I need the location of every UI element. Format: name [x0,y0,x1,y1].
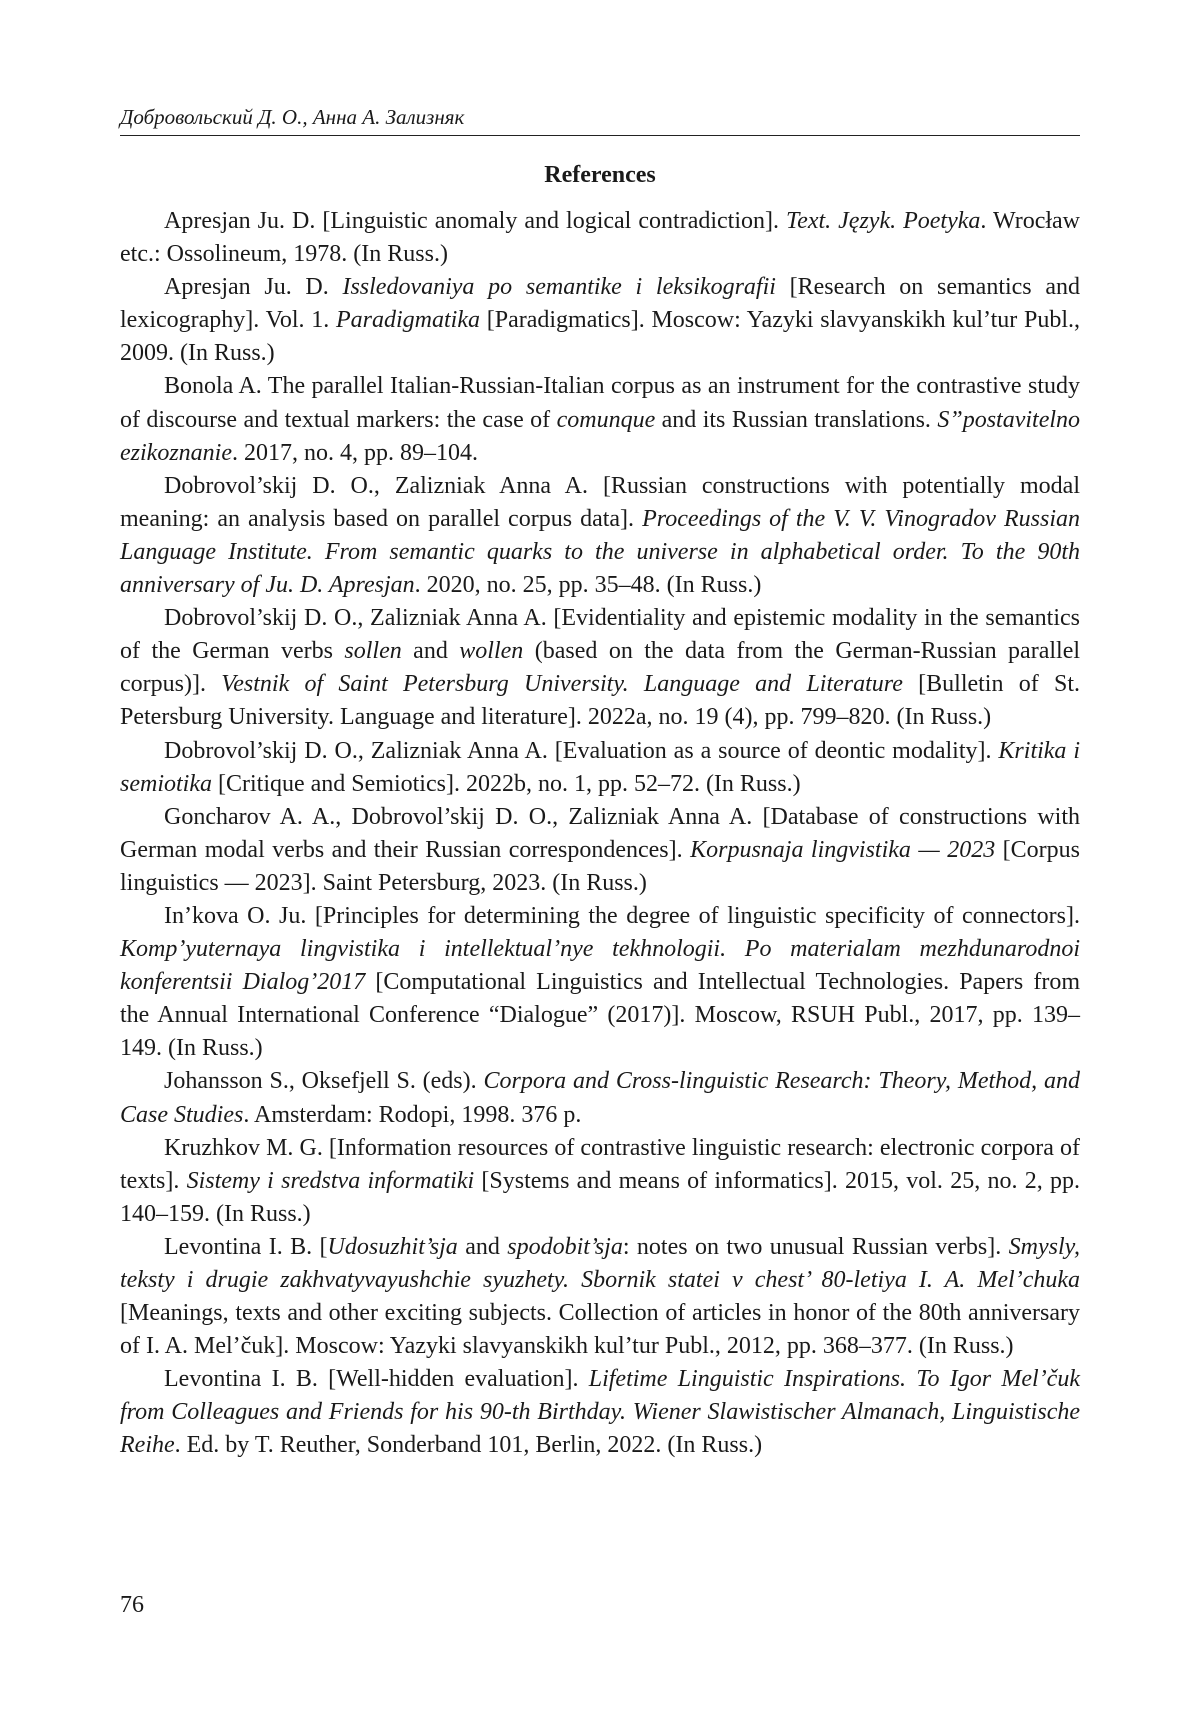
page-number: 76 [120,1592,144,1618]
reference-text: Apresjan Ju. D. [Linguistic anomaly and logical contradiction]. [164,208,787,234]
reference-item [120,1363,1080,1462]
reference-title-italic: Udosuzhit’sja [327,1233,458,1260]
reference-title-italic: wollen [459,638,524,665]
reference-text: Dobrovol’skij D. O., Zalizniak Anna A. [Evaluation as a source of deontic modality]. [164,737,999,764]
reference-text: (based on the data from the German-Russian parallel corpus)]. [120,638,1081,698]
reference-title-italic: spodobit’sja [507,1233,623,1260]
reference-text: Goncharov A. A., Dobrovol’skij D. O., Zalizniak Anna A. [Database of constructions with German modal verbs and their Russian correspondences]. [120,803,1080,863]
reference-title-italic: sollen [344,638,402,665]
reference-text: and [401,638,460,665]
reference-title-italic: Lifetime Linguistic Inspirations. To Igor Mel’čuk from Colleagues and Friends for his 90-th Birthday. Wiener Slawistischer Almanach, Linguistische Reihe [120,1366,1080,1459]
reference-text: [Systems and means of informatics]. 2015, vol. 25, no. 2, pp. 140–159. (In Russ.) [120,1167,1080,1227]
reference-text: In’kova O. Ju. [Principles for determining the degree of linguistic specificity of connectors]. [164,902,1080,929]
reference-text: . Amsterdam: Rodopi, 1998. 376 p. [243,1101,582,1128]
reference-text: [Computational Linguistics and Intellectual Technologies. Papers from the Annual International Conference “Dialogue” (2017)]. Moscow, RSUH Publ., 2017, pp. 139–149. (In Russ.) [120,969,1080,1062]
header-rule [120,135,1080,136]
reference-item [120,370,1080,469]
reference-item [120,1132,1080,1231]
reference-text: and its Russian translations. [655,406,938,433]
reference-title-italic: Corpora and Cross-linguistic Research: Theory, Method, and Case Studies [120,1068,1080,1128]
reference-text: [Meanings, texts and other exciting subjects. Collection of articles in honor of the 80th anniversary of I. A. Mel’čuk]. Moscow: Yazyki slavyanskikh kul’tur Publ., 2012, pp. 368–377. (In Russ.) [120,1300,1080,1360]
reference-title-italic: Kritika i semiotika [120,737,1081,797]
reference-item [120,271,1080,370]
reference-list [120,205,1080,1463]
reference-title-italic: comunque [556,406,656,433]
reference-title-italic: Issledovaniya po semantike i leksikografii [342,274,776,301]
reference-title-italic: Text. Język. Poetyka [786,208,981,234]
reference-text: [Research on semantics and lexicography]. Vol. 1. [120,274,1081,334]
reference-title-italic: Sistemy i sredstva informatiki [186,1167,475,1194]
reference-item [120,900,1080,1065]
reference-text: Kruzhkov M. G. [Information resources of contrastive linguistic research: electronic corpora of texts]. [120,1134,1080,1194]
section-title: References [544,162,656,188]
reference-text: [Bulletin of St. Petersburg University. Language and literature]. 2022a, no. 19 (4), pp. 799–820. (In Russ.) [120,671,1080,731]
reference-text: [Corpus linguistics — 2023]. Saint Petersburg, 2023. (In Russ.) [120,836,1081,896]
reference-title-italic: Korpusnaja lingvistika — 2023 [690,836,996,863]
reference-title-italic: S”postavitelno ezikoznanie [120,406,1081,466]
reference-text: and [457,1233,508,1260]
reference-text: Bonola A. The parallel Italian-Russian-Italian corpus as an instrument for the contrastive study of discourse and textual markers: the case of [120,373,1080,433]
reference-text: . Ed. by T. Reuther, Sonderband 101, Berlin, 2022. (In Russ.) [174,1432,763,1459]
reference-text: Johansson S., Oksefjell S. (eds). [164,1068,484,1095]
reference-title-italic: Paradigmatika [336,307,480,334]
reference-text: Levontina I. B. [ [164,1233,328,1260]
reference-item [120,602,1080,734]
reference-title-italic: Smysly, teksty i drugie zakhvatyvayushchie syuzhety. Sbornik statei v chest’ 80-letiya I. A. Mel’chuka [120,1233,1080,1293]
reference-text: Dobrovol’skij D. O., Zalizniak Anna A. [Russian constructions with potentially modal meaning: an analysis based on parallel corpus data]. [120,472,1080,532]
reference-text: . 2020, no. 25, pp. 35–48. (In Russ.) [414,572,762,599]
reference-text: : notes on two unusual Russian verbs]. [622,1233,1009,1260]
reference-text: [Critique and Semiotics]. 2022b, no. 1, pp. 52–72. (In Russ.) [211,770,801,797]
reference-text: Levontina I. B. [Well-hidden evaluation]. [164,1366,589,1393]
reference-item [120,735,1080,801]
reference-title-italic: Komp’yuternaya lingvistika i intellektual’nye tekhnologii. Po materialam mezhdunarodnoi konferentsii Dialog’2017 [120,936,1080,996]
reference-title-italic: Vestnik of Saint Petersburg University. Language and Literature [221,671,903,698]
reference-item [120,1065,1080,1131]
reference-text: Dobrovol’skij D. O., Zalizniak Anna A. [Evidentiality and epistemic modality in the semantics of the German verbs [120,605,1080,665]
reference-item [120,1231,1080,1363]
running-head: Добровольский Д. О., Анна А. Зализняк [120,105,465,129]
reference-text: Apresjan Ju. D. [164,274,343,301]
reference-text: . Wrocław etc.: Ossolineum, 1978. (In Russ.) [120,208,1080,268]
reference-text: . 2017, no. 4, pp. 89–104. [231,439,478,466]
reference-item [120,205,1080,271]
reference-title-italic: Proceedings of the V. V. Vinogradov Russian Language Institute. From semantic quarks to the universe in alphabetical order. To the 90th anniversary of Ju. D. Apresjan [120,505,1081,599]
reference-item [120,801,1080,900]
reference-text: [Paradigmatics]. Moscow: Yazyki slavyanskikh kul’tur Publ., 2009. (In Russ.) [120,307,1081,367]
reference-item [120,470,1080,602]
